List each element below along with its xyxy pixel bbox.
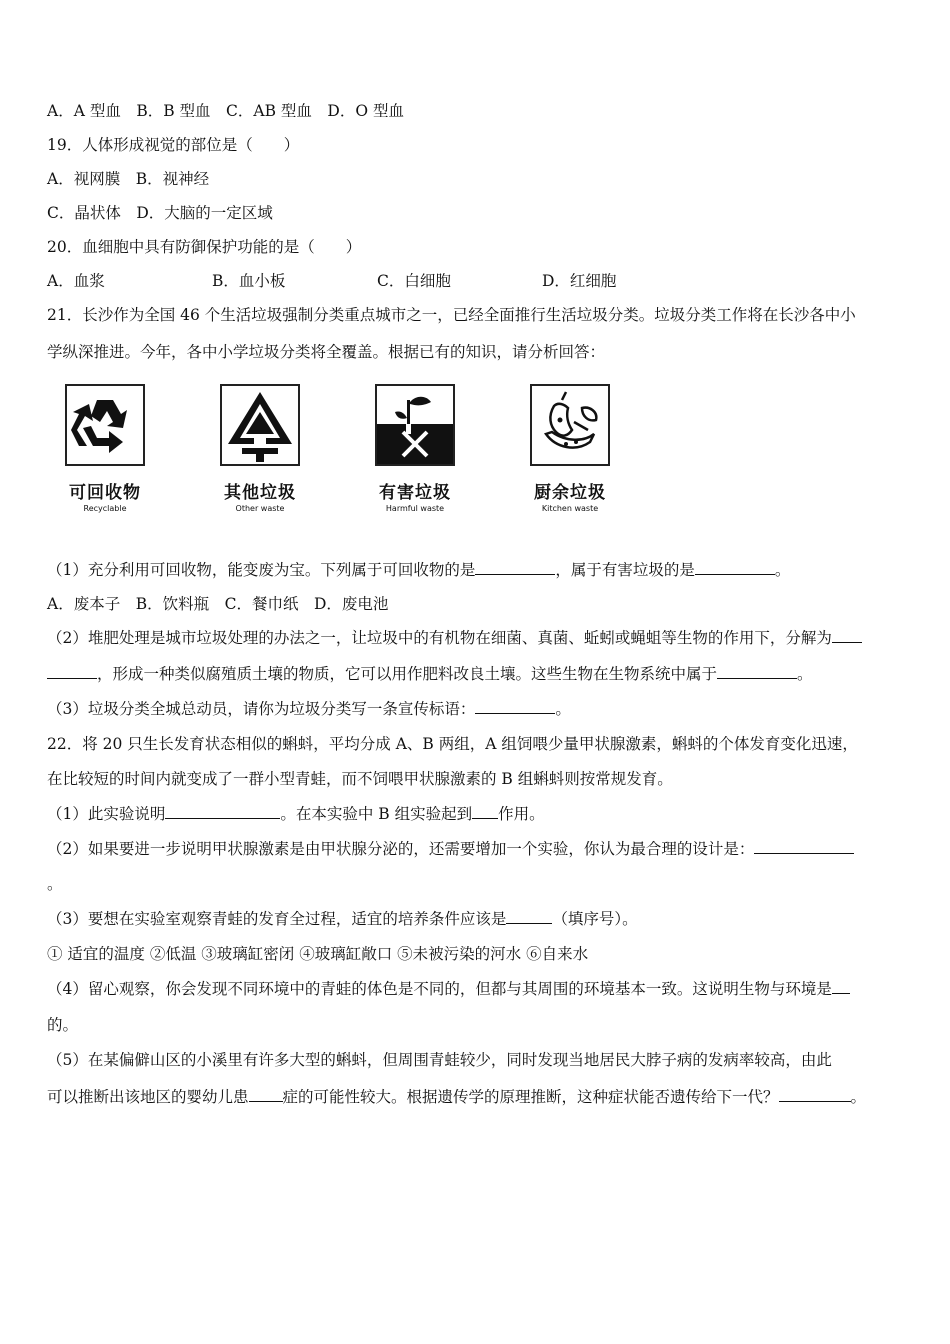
q22-part1-blank-conclusion[interactable]: [165, 804, 280, 819]
harmful-waste-label: 有害垃圾: [379, 483, 451, 503]
q20-option-d: D．红细胞: [542, 272, 617, 290]
q22-part4-line1: [47, 979, 850, 999]
q21-part2-blank-decompose-b[interactable]: [47, 664, 97, 679]
q22-part4-text-a: （4）留心观察，你会发现不同环境中的青蛙的体色是不同的，但都与其周围的环境基本一致。这说明生物与环境是: [47, 980, 832, 998]
kitchen-waste-sign: [525, 384, 615, 513]
q22-part5-text-b: 可以推断出该地区的婴幼儿患: [47, 1088, 249, 1106]
q22-part5-text-d: 。: [850, 1088, 867, 1106]
q22-part3-blank-conditions[interactable]: [506, 909, 552, 924]
q18-options: A．A 型血 B．B 型血 C．AB 型血 D．O 型血: [47, 102, 404, 120]
q22-part2: [47, 839, 854, 859]
other-waste-label: 其他垃圾: [224, 483, 296, 503]
q19-stem: 19．人体形成视觉的部位是（ ）: [47, 136, 300, 154]
q22-part3-options: ① 适宜的温度 ②低温 ③玻璃缸密闭 ④玻璃缸敞口 ⑤未被污染的河水 ⑥自来水: [47, 945, 589, 963]
q22-part2-end: 。: [47, 875, 63, 893]
other-waste-icon: [220, 384, 300, 466]
q21-stem-line2: 学纵深推进。今年，各中小学垃圾分类将全覆盖。根据已有的知识，请分析回答：: [47, 343, 606, 361]
q21-part1-blank-recyclable[interactable]: [475, 560, 555, 575]
harmful-waste-icon: [375, 384, 455, 466]
q22-part2-text-a: （2）如果要进一步说明甲状腺激素是由甲状腺分泌的，还需要增加一个实验，你认为最合理的设计是：: [47, 840, 755, 858]
q22-part3-text-a: （3）要想在实验室观察青蛙的发育全过程，适宜的培养条件应该是: [47, 910, 507, 928]
q21-part3: [47, 699, 571, 719]
q22-part3-text-b: （填序号）。: [552, 910, 638, 928]
q21-part2-blank-role[interactable]: [717, 664, 797, 679]
recyclable-label-en: Recyclable: [83, 504, 127, 513]
q22-stem-line2: 在比较短的时间内就变成了一群小型青蛙，而不饲喂甲状腺激素的 B 组蝌蚪则按常规发育。: [47, 770, 673, 788]
q22-part3: [47, 909, 638, 929]
q21-part1-text-c: 。: [774, 561, 791, 579]
q22-part4-blank-a[interactable]: [832, 979, 850, 994]
q21-part2-line2: [47, 664, 813, 684]
q21-part2-text-a: （2）堆肥处理是城市垃圾处理的办法之一，让垃圾中的有机物在细菌、真菌、蚯蚓或蝇蛆等生物的作用下，分解为: [47, 629, 832, 647]
q22-part5-blank-disease[interactable]: [249, 1087, 283, 1102]
q20-option-c: C．白细胞: [377, 272, 451, 290]
q22-part1: [47, 804, 545, 824]
q21-part1-options: A．废本子 B．饮料瓶 C．餐巾纸 D．废电池: [47, 595, 389, 613]
harmful-waste-sign: [370, 384, 460, 513]
q21-part3-text-a: （3）垃圾分类全城总动员，请你为垃圾分类写一条宣传标语：: [47, 700, 476, 718]
q22-part1-blank-role[interactable]: [472, 804, 498, 819]
q19-options-ab: A．视网膜 B．视神经: [47, 170, 210, 188]
q19-options-cd: C．晶状体 D．大脑的一定区域: [47, 204, 273, 222]
q20-stem: 20．血细胞中具有防御保护功能的是（ ）: [47, 238, 362, 256]
q21-part2-text-c: 。: [797, 665, 813, 683]
q21-part3-blank-slogan[interactable]: [475, 699, 555, 714]
kitchen-waste-label: 厨余垃圾: [534, 483, 606, 503]
q22-part2-blank-design[interactable]: [754, 839, 854, 854]
kitchen-waste-icon: [530, 384, 610, 466]
q22-part1-text-a: （1）此实验说明: [47, 805, 166, 823]
recycle-icon: [65, 384, 145, 466]
waste-sign-row: [60, 384, 620, 514]
q22-part5-line2: [47, 1087, 866, 1107]
q20-option-b: B．血小板: [212, 272, 286, 290]
q22-part1-text-b: 。在本实验中 B 组实验起到: [280, 805, 473, 823]
recyclable-label: 可回收物: [69, 483, 141, 503]
q21-part2-text-b: ，形成一种类似腐殖质土壤的物质，它可以用作肥料改良土壤。这些生物在生物系统中属于: [97, 665, 718, 683]
q21-part1-text-a: （1）充分利用可回收物，能变废为宝。下列属于可回收物的是: [47, 561, 476, 579]
q21-part1-blank-harmful[interactable]: [695, 560, 775, 575]
q20-option-a: A．血浆: [47, 272, 105, 290]
other-waste-sign: [215, 384, 305, 513]
recyclable-sign: [60, 384, 150, 513]
q22-part1-text-c: 作用。: [498, 805, 545, 823]
kitchen-waste-label-en: Kitchen waste: [541, 504, 599, 513]
q22-part4-line2: 的。: [47, 1016, 79, 1034]
q22-part5-text-c: 症的可能性较大。根据遗传学的原理推断，这种症状能否遗传给下一代？: [282, 1088, 779, 1106]
harmful-waste-label-en: Harmful waste: [385, 504, 445, 513]
q21-part2-blank-decompose-a[interactable]: [832, 628, 862, 643]
q22-stem-line1: 22．将 20 只生长发育状态相似的蝌蚪，平均分成 A、B 两组，A 组饲喂少量甲状腺激素，蝌蚪的个体发育变化迅速，: [47, 735, 858, 753]
q22-part5-blank-heredity[interactable]: [779, 1087, 851, 1102]
q21-part1: [47, 560, 790, 580]
q22-part5-line1: （5）在某偏僻山区的小溪里有许多大型的蝌蚪，但周围青蛙较少，同时发现当地居民大脖子病的发病率较高，由此: [47, 1051, 832, 1069]
q21-part2-line1: [47, 628, 862, 648]
other-waste-label-en: Other waste: [235, 504, 285, 513]
q21-part3-text-b: 。: [555, 700, 571, 718]
q21-stem-line1: 21．长沙作为全国 46 个生活垃圾强制分类重点城市之一，已经全面推行生活垃圾分类。垃圾分类工作将在长沙各中小: [47, 306, 856, 324]
q21-part1-text-b: ，属于有害垃圾的是: [555, 561, 695, 579]
